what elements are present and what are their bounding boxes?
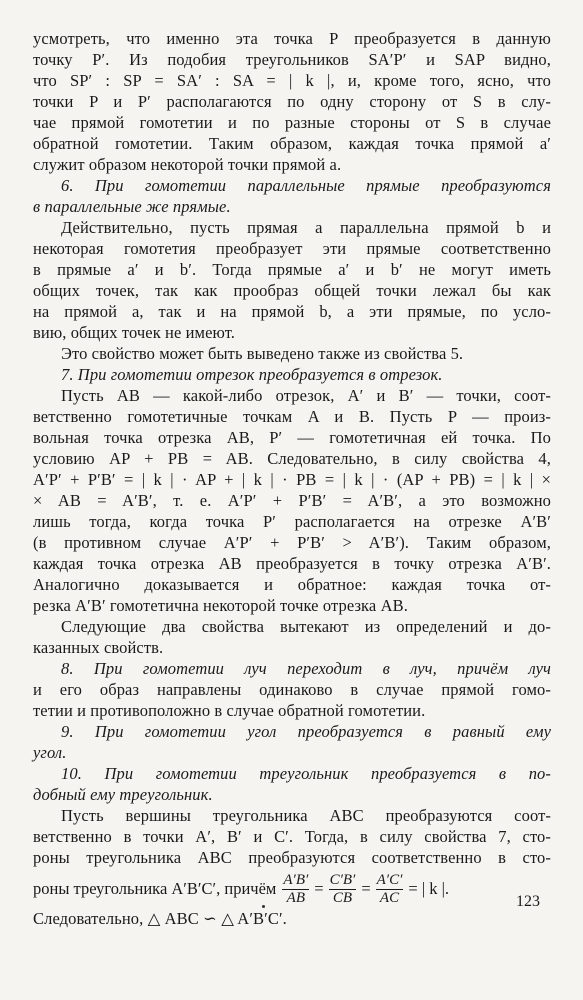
- text-line: условию AP + PB = AB. Следовательно, в силу свойства 4,: [33, 449, 551, 468]
- text-line: Аналогично доказывается и обратное: каждая точка от-: [33, 575, 551, 594]
- fraction-1: [282, 873, 309, 906]
- text-line: на прямой a, так и на прямой b, а эти прямые, по усло-: [33, 302, 551, 321]
- text-line: чае прямой гомотетии и по разные стороны от S в случае: [33, 113, 551, 132]
- text-line: точку P′. Из подобия треугольников SA′P′ и SAP видно,: [33, 50, 551, 69]
- text-line: Следующие два свойства вытекают из определений и до-: [61, 617, 551, 636]
- property-7: [33, 364, 551, 385]
- text-line: × AB = A′B′, т. е. A′P′ + P′B′ = A′B′, а это возможно: [33, 491, 551, 510]
- fraction-numerator: A′C′: [376, 871, 403, 888]
- text-line: 9. При гомотетии угол преобразуется в равный ему: [61, 722, 551, 741]
- text-line: резка A′B′ гомотетична некоторой точке отрезка AB.: [33, 596, 408, 615]
- text-line: тетии и противоположно в случае обратной гомотетии.: [33, 701, 426, 720]
- formula-prefix: роны треугольника A′B′C′, причём: [33, 879, 277, 898]
- text-line: (в противном случае A′P′ + P′B′ > A′B′). Таким образом,: [33, 533, 551, 552]
- text-line: и его образ направлены одинаково в случае прямой гомо-: [33, 680, 551, 699]
- text-line: в параллельные же прямые.: [33, 197, 231, 216]
- fraction-denominator: CB: [332, 889, 353, 906]
- paragraph-7: [33, 616, 551, 658]
- text-line: 7. При гомотетии отрезок преобразуется в отрезок.: [61, 365, 443, 384]
- fraction-denominator: AC: [379, 889, 400, 906]
- text-line: служит образом некоторой точки прямой a.: [33, 155, 342, 174]
- text-line: усмотреть, что именно эта точка P преобразуется в данную: [33, 29, 551, 48]
- fraction-3: [376, 873, 404, 906]
- fraction-numerator: A′B′: [283, 871, 309, 888]
- book-page: [33, 28, 551, 929]
- text-line: добный ему треугольник.: [33, 785, 213, 804]
- text-line: вольная точка отрезка AB, P′ — гомотетичная ей точка. По: [33, 428, 551, 447]
- text-line: Это свойство может быть выведено также из свойства 5.: [61, 344, 464, 363]
- property-6: [33, 175, 551, 217]
- text-line: каждая точка отрезка AB преобразуется в точку отрезка A′B′.: [33, 554, 551, 573]
- text-line: обратной гомотетии. Таким образом, каждая точка прямой a′: [33, 134, 551, 153]
- ratio-formula: [33, 871, 551, 906]
- equals-sign: =: [361, 879, 371, 898]
- text-line: ветственно в точки A′, B′ и C′. Тогда, в силу свойства 7, сто-: [33, 827, 551, 846]
- text-line: роны треугольника ABC преобразуются соответственно в сто-: [33, 848, 551, 867]
- paragraph-11: [33, 805, 551, 868]
- fraction-numerator: C′B′: [329, 871, 356, 888]
- page-number: 123: [516, 893, 540, 910]
- conclusion-line: Следовательно, △ ABC ∽ △ A′B′C′.: [33, 909, 287, 928]
- text-line: угол.: [33, 743, 67, 762]
- property-10: [33, 763, 551, 805]
- text-line: казанных свойств.: [33, 638, 164, 657]
- text-line: общих точек, так как прообраз общей точки лежал бы как: [33, 281, 551, 300]
- text-line: ветственно гомотетичные точкам A и B. Пусть P — произ-: [33, 407, 551, 426]
- text-line: вию, общих точек не имеют.: [33, 323, 236, 342]
- text-line: 10. При гомотетии треугольник преобразуется в по-: [61, 764, 551, 783]
- paragraph-1: [33, 28, 551, 175]
- text-line: что SP′ : SP = SA′ : SA = | k |, и, кроме того, ясно, что: [33, 71, 551, 90]
- equals-sign: =: [314, 879, 324, 898]
- text-line: A′P′ + P′B′ = | k | · AP + | k | · PB = | k | · (AP + PB) = | k | ×: [33, 470, 551, 489]
- fraction-2: [329, 873, 357, 906]
- text-line: Пусть вершины треугольника ABC преобразуются соот-: [61, 806, 551, 825]
- formula-suffix: = | k |.: [408, 879, 450, 898]
- paragraph-3: [33, 217, 551, 343]
- paragraph-6: [33, 385, 551, 616]
- text-line: некоторая гомотетия преобразует эти прямые соответственно: [33, 239, 551, 258]
- text-line: Действительно, пусть прямая a параллельна прямой b и: [61, 218, 551, 237]
- text-line: в прямые a′ и b′. Тогда прямые a′ и b′ не могут иметь: [33, 260, 551, 279]
- text-line: 6. При гомотетии параллельные прямые преобразуются: [61, 176, 551, 195]
- text-line: 8. При гомотетии луч переходит в луч, причём луч: [61, 659, 551, 678]
- text-line: лишь тогда, когда точка P′ располагается на отрезке A′B′: [33, 512, 551, 531]
- paragraph-4: [33, 343, 551, 364]
- text-line: точки P и P′ располагаются по одну сторону от S в слу-: [33, 92, 551, 111]
- print-speck: [262, 905, 265, 908]
- text-line: Пусть AB — какой-либо отрезок, A′ и B′ — точки, соот-: [61, 386, 551, 405]
- fraction-denominator: AB: [286, 889, 305, 906]
- property-8: [33, 658, 551, 721]
- property-9: [33, 721, 551, 763]
